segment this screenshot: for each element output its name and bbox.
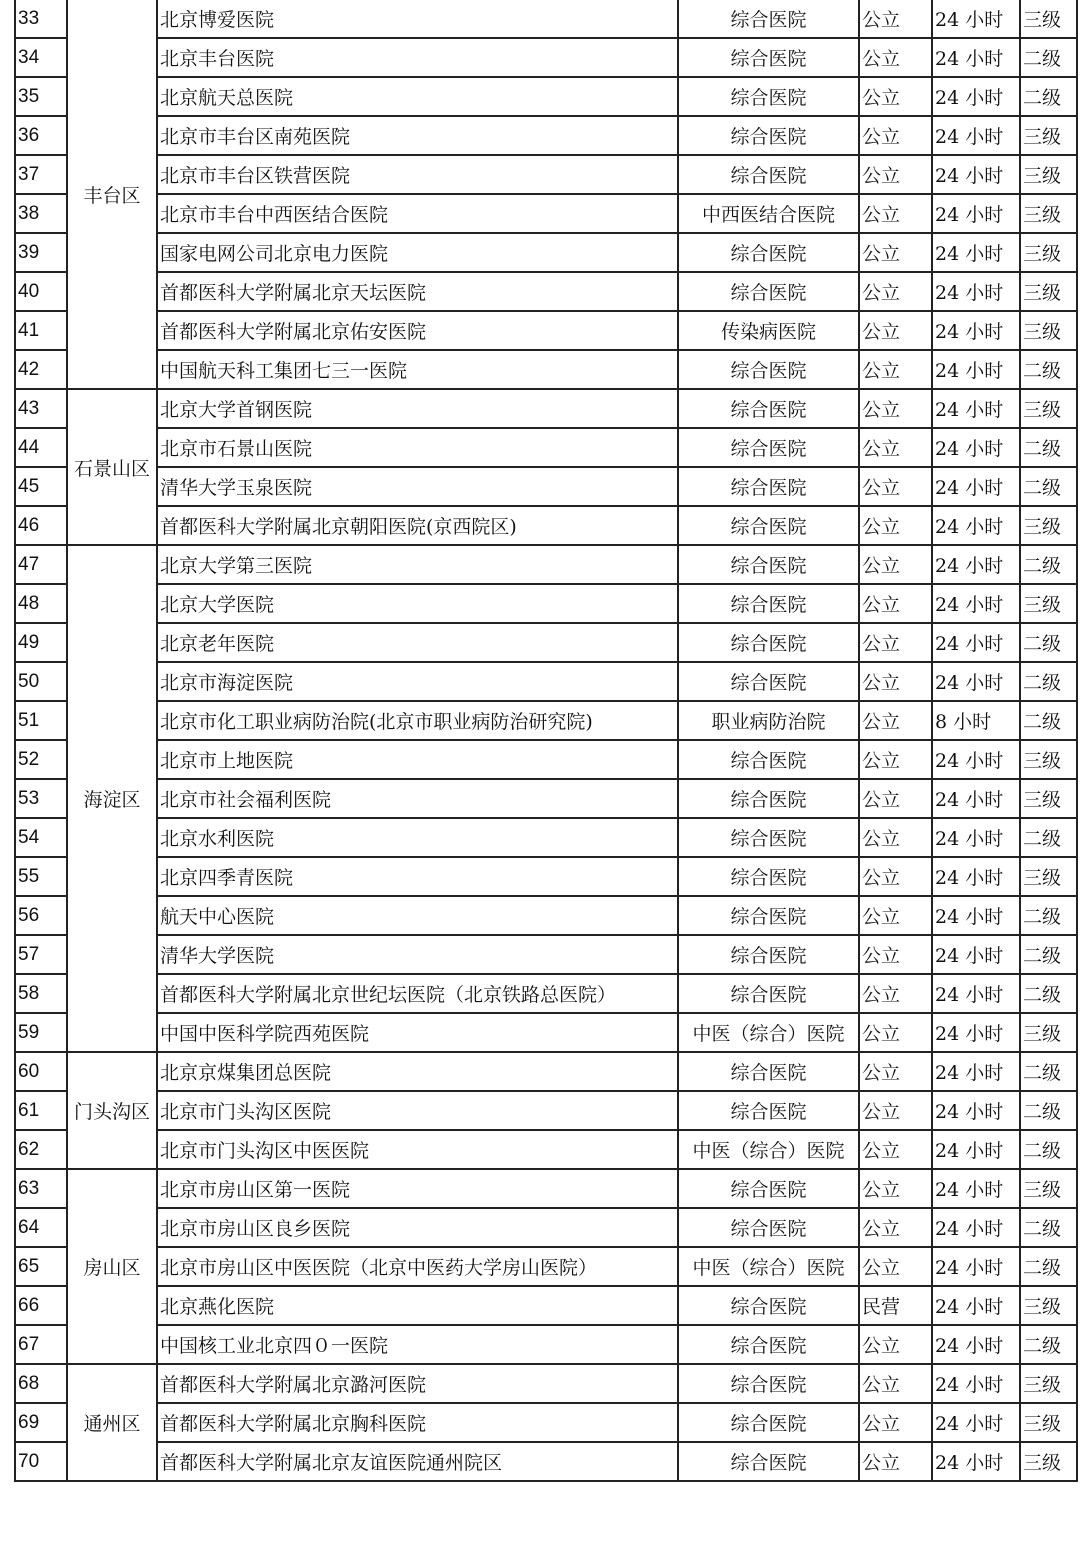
ownership: 公立: [859, 1208, 932, 1247]
hospital-name: 北京四季青医院: [157, 857, 678, 896]
row-number: 49: [15, 623, 67, 662]
row-number: 65: [15, 1247, 67, 1286]
hospital-name: 北京市房山区良乡医院: [157, 1208, 678, 1247]
hospital-grade: 二级: [1020, 701, 1077, 740]
hospital-type: 综合医院: [678, 350, 859, 389]
hospital-grade: 二级: [1020, 545, 1077, 584]
hospital-name: 北京市丰台区铁营医院: [157, 155, 678, 194]
ownership: 公立: [859, 506, 932, 545]
hospital-type: 综合医院: [678, 1442, 859, 1481]
hospital-name: 北京丰台医院: [157, 38, 678, 77]
hospital-name: 北京博爱医院: [157, 0, 678, 38]
ownership: 公立: [859, 1325, 932, 1364]
hospital-grade: 二级: [1020, 1247, 1077, 1286]
hospital-name: 北京市房山区第一医院: [157, 1169, 678, 1208]
row-number: 40: [15, 272, 67, 311]
table-row: [15, 779, 1077, 818]
hospital-table: [14, 0, 1078, 1482]
ownership: 公立: [859, 1052, 932, 1091]
hospital-type: 综合医院: [678, 428, 859, 467]
hospital-grade: 二级: [1020, 38, 1077, 77]
table-row: [15, 155, 1077, 194]
hospital-grade: 三级: [1020, 584, 1077, 623]
hospital-grade: 二级: [1020, 623, 1077, 662]
service-hours: 24 小时: [932, 389, 1020, 428]
row-number: 37: [15, 155, 67, 194]
ownership: 公立: [859, 1403, 932, 1442]
table-row: [15, 1325, 1077, 1364]
table-row: [15, 857, 1077, 896]
hospital-grade: 三级: [1020, 857, 1077, 896]
table-row: [15, 1403, 1077, 1442]
hospital-name: 北京市房山区中医医院（北京中医药大学房山医院）: [157, 1247, 678, 1286]
row-number: 66: [15, 1286, 67, 1325]
hospital-name: 首都医科大学附属北京友谊医院通州院区: [157, 1442, 678, 1481]
hospital-type: 综合医院: [678, 233, 859, 272]
service-hours: 24 小时: [932, 779, 1020, 818]
hospital-name: 中国核工业北京四０一医院: [157, 1325, 678, 1364]
row-number: 57: [15, 935, 67, 974]
hospital-type: 综合医院: [678, 389, 859, 428]
table-row: [15, 818, 1077, 857]
service-hours: 24 小时: [932, 1052, 1020, 1091]
district-cell: 门头沟区: [67, 1052, 157, 1169]
table-row: [15, 194, 1077, 233]
service-hours: 24 小时: [932, 1442, 1020, 1481]
table-row: [15, 1442, 1077, 1481]
ownership: 公立: [859, 584, 932, 623]
service-hours: 24 小时: [932, 1169, 1020, 1208]
ownership: 公立: [859, 311, 932, 350]
row-number: 39: [15, 233, 67, 272]
ownership: 公立: [859, 857, 932, 896]
row-number: 45: [15, 467, 67, 506]
hospital-name: 北京老年医院: [157, 623, 678, 662]
hospital-type: 中医（综合）医院: [678, 1013, 859, 1052]
hospital-grade: 三级: [1020, 1442, 1077, 1481]
hospital-table-body: [15, 0, 1077, 1481]
row-number: 59: [15, 1013, 67, 1052]
hospital-name: 中国中医科学院西苑医院: [157, 1013, 678, 1052]
hospital-grade: 二级: [1020, 1325, 1077, 1364]
hospital-type: 综合医院: [678, 77, 859, 116]
hospital-grade: 二级: [1020, 77, 1077, 116]
table-row: [15, 584, 1077, 623]
table-row: [15, 740, 1077, 779]
hospital-grade: 三级: [1020, 1403, 1077, 1442]
table-row: [15, 1286, 1077, 1325]
table-row: [15, 974, 1077, 1013]
hospital-grade: 三级: [1020, 233, 1077, 272]
hospital-grade: 二级: [1020, 662, 1077, 701]
hospital-name: 北京大学首钢医院: [157, 389, 678, 428]
hospital-name: 北京大学医院: [157, 584, 678, 623]
table-row: [15, 662, 1077, 701]
hospital-grade: 三级: [1020, 1013, 1077, 1052]
hospital-grade: 二级: [1020, 428, 1077, 467]
hospital-type: 综合医院: [678, 1169, 859, 1208]
row-number: 34: [15, 38, 67, 77]
hospital-grade: 二级: [1020, 935, 1077, 974]
table-row: [15, 0, 1077, 38]
hospital-grade: 二级: [1020, 1208, 1077, 1247]
table-row: [15, 116, 1077, 155]
hospital-type: 中医（综合）医院: [678, 1247, 859, 1286]
hospital-grade: 二级: [1020, 1130, 1077, 1169]
district-cell: 海淀区: [67, 545, 157, 1052]
row-number: 41: [15, 311, 67, 350]
service-hours: 24 小时: [932, 272, 1020, 311]
table-row: [15, 272, 1077, 311]
hospital-name: 北京市海淀医院: [157, 662, 678, 701]
hospital-name: 首都医科大学附属北京潞河医院: [157, 1364, 678, 1403]
hospital-grade: 二级: [1020, 896, 1077, 935]
row-number: 55: [15, 857, 67, 896]
hospital-type: 综合医院: [678, 1325, 859, 1364]
service-hours: 24 小时: [932, 1208, 1020, 1247]
row-number: 47: [15, 545, 67, 584]
district-cell: 丰台区: [67, 0, 157, 389]
ownership: 公立: [859, 974, 932, 1013]
hospital-type: 综合医院: [678, 740, 859, 779]
district-cell: 通州区: [67, 1364, 157, 1481]
ownership: 公立: [859, 896, 932, 935]
hospital-type: 中西医结合医院: [678, 194, 859, 233]
row-number: 58: [15, 974, 67, 1013]
ownership: 公立: [859, 272, 932, 311]
hospital-name: 首都医科大学附属北京世纪坛医院（北京铁路总医院）: [157, 974, 678, 1013]
row-number: 67: [15, 1325, 67, 1364]
ownership: 公立: [859, 194, 932, 233]
ownership: 公立: [859, 545, 932, 584]
ownership: 公立: [859, 623, 932, 662]
hospital-type: 综合医院: [678, 272, 859, 311]
ownership: 公立: [859, 116, 932, 155]
row-number: 56: [15, 896, 67, 935]
hospital-grade: 三级: [1020, 506, 1077, 545]
row-number: 51: [15, 701, 67, 740]
ownership: 公立: [859, 350, 932, 389]
hospital-name: 北京市上地医院: [157, 740, 678, 779]
service-hours: 24 小时: [932, 0, 1020, 38]
hospital-type: 综合医院: [678, 623, 859, 662]
row-number: 64: [15, 1208, 67, 1247]
hospital-type: 综合医院: [678, 896, 859, 935]
ownership: 公立: [859, 1442, 932, 1481]
row-number: 54: [15, 818, 67, 857]
service-hours: 24 小时: [932, 662, 1020, 701]
hospital-name: 北京京煤集团总医院: [157, 1052, 678, 1091]
hospital-name: 北京市丰台区南苑医院: [157, 116, 678, 155]
service-hours: 24 小时: [932, 545, 1020, 584]
hospital-type: 传染病医院: [678, 311, 859, 350]
table-row: [15, 506, 1077, 545]
service-hours: 24 小时: [932, 467, 1020, 506]
hospital-name: 首都医科大学附属北京佑安医院: [157, 311, 678, 350]
table-row: [15, 1247, 1077, 1286]
hospital-type: 综合医院: [678, 116, 859, 155]
row-number: 69: [15, 1403, 67, 1442]
row-number: 48: [15, 584, 67, 623]
service-hours: 24 小时: [932, 584, 1020, 623]
hospital-name: 北京燕化医院: [157, 1286, 678, 1325]
hospital-type: 综合医院: [678, 857, 859, 896]
hospital-grade: 二级: [1020, 974, 1077, 1013]
hospital-grade: 三级: [1020, 740, 1077, 779]
hospital-name: 北京市门头沟区中医医院: [157, 1130, 678, 1169]
ownership: 公立: [859, 1013, 932, 1052]
hospital-type: 综合医院: [678, 974, 859, 1013]
table-row: [15, 428, 1077, 467]
hospital-grade: 二级: [1020, 818, 1077, 857]
hospital-type: 综合医院: [678, 1208, 859, 1247]
hospital-grade: 二级: [1020, 1091, 1077, 1130]
ownership: 公立: [859, 1091, 932, 1130]
service-hours: 24 小时: [932, 1091, 1020, 1130]
hospital-grade: 三级: [1020, 155, 1077, 194]
row-number: 68: [15, 1364, 67, 1403]
table-row: [15, 1364, 1077, 1403]
hospital-grade: 三级: [1020, 311, 1077, 350]
row-number: 46: [15, 506, 67, 545]
hospital-type: 综合医院: [678, 38, 859, 77]
ownership: 公立: [859, 740, 932, 779]
hospital-name: 中国航天科工集团七三一医院: [157, 350, 678, 389]
service-hours: 24 小时: [932, 740, 1020, 779]
hospital-type: 综合医院: [678, 584, 859, 623]
hospital-type: 综合医院: [678, 1091, 859, 1130]
hospital-name: 北京航天总医院: [157, 77, 678, 116]
hospital-grade: 三级: [1020, 0, 1077, 38]
row-number: 43: [15, 389, 67, 428]
hospital-type: 综合医院: [678, 545, 859, 584]
service-hours: 24 小时: [932, 38, 1020, 77]
service-hours: 24 小时: [932, 818, 1020, 857]
service-hours: 24 小时: [932, 935, 1020, 974]
hospital-grade: 三级: [1020, 272, 1077, 311]
service-hours: 24 小时: [932, 116, 1020, 155]
service-hours: 24 小时: [932, 155, 1020, 194]
table-row: [15, 311, 1077, 350]
row-number: 35: [15, 77, 67, 116]
service-hours: 24 小时: [932, 350, 1020, 389]
hospital-type: 职业病防治院: [678, 701, 859, 740]
hospital-grade: 三级: [1020, 116, 1077, 155]
table-row: [15, 1130, 1077, 1169]
hospital-name: 首都医科大学附属北京胸科医院: [157, 1403, 678, 1442]
service-hours: 24 小时: [932, 233, 1020, 272]
hospital-name: 北京市丰台中西医结合医院: [157, 194, 678, 233]
service-hours: 24 小时: [932, 77, 1020, 116]
table-row: [15, 701, 1077, 740]
hospital-type: 综合医院: [678, 662, 859, 701]
row-number: 50: [15, 662, 67, 701]
row-number: 70: [15, 1442, 67, 1481]
ownership: 公立: [859, 233, 932, 272]
ownership: 公立: [859, 1247, 932, 1286]
hospital-grade: 二级: [1020, 350, 1077, 389]
ownership: 公立: [859, 818, 932, 857]
service-hours: 24 小时: [932, 1364, 1020, 1403]
service-hours: 24 小时: [932, 974, 1020, 1013]
row-number: 42: [15, 350, 67, 389]
table-row: [15, 545, 1077, 584]
hospital-type: 综合医院: [678, 0, 859, 38]
hospital-grade: 三级: [1020, 1364, 1077, 1403]
service-hours: 24 小时: [932, 1286, 1020, 1325]
service-hours: 24 小时: [932, 1403, 1020, 1442]
table-row: [15, 1091, 1077, 1130]
hospital-name: 北京市门头沟区医院: [157, 1091, 678, 1130]
row-number: 44: [15, 428, 67, 467]
table-row: [15, 233, 1077, 272]
hospital-type: 综合医院: [678, 506, 859, 545]
ownership: 公立: [859, 1130, 932, 1169]
hospital-grade: 三级: [1020, 1169, 1077, 1208]
hospital-name: 清华大学医院: [157, 935, 678, 974]
hospital-grade: 二级: [1020, 467, 1077, 506]
hospital-name: 北京水利医院: [157, 818, 678, 857]
hospital-type: 综合医院: [678, 1364, 859, 1403]
table-row: [15, 467, 1077, 506]
row-number: 38: [15, 194, 67, 233]
row-number: 36: [15, 116, 67, 155]
ownership: 公立: [859, 935, 932, 974]
ownership: 公立: [859, 662, 932, 701]
hospital-name: 国家电网公司北京电力医院: [157, 233, 678, 272]
row-number: 62: [15, 1130, 67, 1169]
ownership: 公立: [859, 1364, 932, 1403]
row-number: 60: [15, 1052, 67, 1091]
service-hours: 24 小时: [932, 857, 1020, 896]
hospital-name: 首都医科大学附属北京天坛医院: [157, 272, 678, 311]
hospital-type: 综合医院: [678, 779, 859, 818]
hospital-name: 清华大学玉泉医院: [157, 467, 678, 506]
hospital-name: 北京市社会福利医院: [157, 779, 678, 818]
service-hours: 24 小时: [932, 1247, 1020, 1286]
service-hours: 24 小时: [932, 896, 1020, 935]
hospital-name: 首都医科大学附属北京朝阳医院(京西院区): [157, 506, 678, 545]
ownership: 公立: [859, 0, 932, 38]
service-hours: 24 小时: [932, 311, 1020, 350]
row-number: 63: [15, 1169, 67, 1208]
table-row: [15, 896, 1077, 935]
row-number: 33: [15, 0, 67, 38]
hospital-type: 综合医院: [678, 818, 859, 857]
ownership: 公立: [859, 467, 932, 506]
hospital-type: 综合医院: [678, 467, 859, 506]
ownership: 公立: [859, 701, 932, 740]
hospital-type: 中医（综合）医院: [678, 1130, 859, 1169]
hospital-type: 综合医院: [678, 155, 859, 194]
hospital-name: 北京市石景山医院: [157, 428, 678, 467]
ownership: 民营: [859, 1286, 932, 1325]
hospital-type: 综合医院: [678, 935, 859, 974]
hospital-grade: 二级: [1020, 1052, 1077, 1091]
district-cell: 石景山区: [67, 389, 157, 545]
hospital-name: 北京大学第三医院: [157, 545, 678, 584]
hospital-grade: 三级: [1020, 389, 1077, 428]
table-row: [15, 1052, 1077, 1091]
table-row: [15, 350, 1077, 389]
service-hours: 8 小时: [932, 701, 1020, 740]
table-row: [15, 77, 1077, 116]
row-number: 52: [15, 740, 67, 779]
row-number: 61: [15, 1091, 67, 1130]
hospital-name: 北京市化工职业病防治院(北京市职业病防治研究院): [157, 701, 678, 740]
hospital-grade: 三级: [1020, 1286, 1077, 1325]
district-cell: 房山区: [67, 1169, 157, 1364]
table-row: [15, 1169, 1077, 1208]
table-row: [15, 38, 1077, 77]
hospital-name: 航天中心医院: [157, 896, 678, 935]
ownership: 公立: [859, 155, 932, 194]
table-row: [15, 389, 1077, 428]
hospital-type: 综合医院: [678, 1403, 859, 1442]
service-hours: 24 小时: [932, 194, 1020, 233]
ownership: 公立: [859, 77, 932, 116]
table-row: [15, 623, 1077, 662]
service-hours: 24 小时: [932, 623, 1020, 662]
service-hours: 24 小时: [932, 1013, 1020, 1052]
ownership: 公立: [859, 428, 932, 467]
service-hours: 24 小时: [932, 506, 1020, 545]
table-row: [15, 935, 1077, 974]
ownership: 公立: [859, 38, 932, 77]
hospital-type: 综合医院: [678, 1286, 859, 1325]
row-number: 53: [15, 779, 67, 818]
service-hours: 24 小时: [932, 428, 1020, 467]
hospital-grade: 三级: [1020, 779, 1077, 818]
ownership: 公立: [859, 779, 932, 818]
table-row: [15, 1013, 1077, 1052]
ownership: 公立: [859, 1169, 932, 1208]
ownership: 公立: [859, 389, 932, 428]
hospital-grade: 三级: [1020, 194, 1077, 233]
table-row: [15, 1208, 1077, 1247]
hospital-type: 综合医院: [678, 1052, 859, 1091]
service-hours: 24 小时: [932, 1130, 1020, 1169]
service-hours: 24 小时: [932, 1325, 1020, 1364]
